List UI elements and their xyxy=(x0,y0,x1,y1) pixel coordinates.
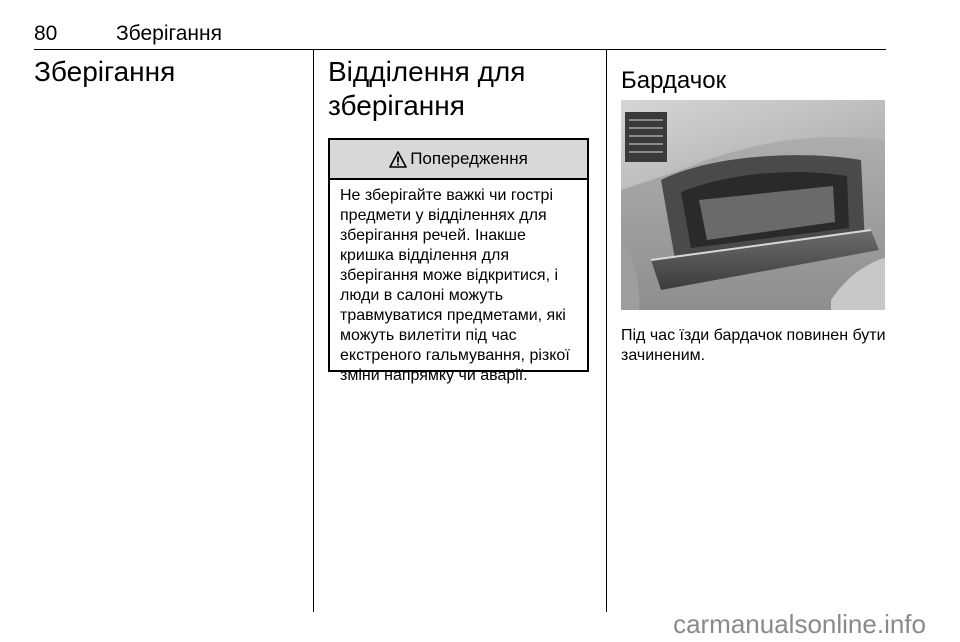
glovebox-photo xyxy=(621,100,885,310)
warning-box xyxy=(328,138,589,384)
header-rule xyxy=(34,49,886,50)
photo-caption: Під час їзди бардачок повинен бути зачиненим. xyxy=(621,327,886,364)
subsection-title: Відділення для зберігання xyxy=(328,56,526,121)
warning-header xyxy=(330,140,587,180)
warning-heading: Попередження xyxy=(410,149,528,168)
column-divider xyxy=(606,50,607,612)
page-number: 80 xyxy=(34,22,58,45)
section-title: Зберігання xyxy=(34,56,176,87)
column-divider xyxy=(313,50,314,612)
watermark: carmanualsonline.info xyxy=(673,609,926,639)
running-title: Зберігання xyxy=(116,22,222,45)
warning-triangle-icon xyxy=(389,151,407,168)
warning-text: Не зберігайте важкі чи гострі предмети у відділеннях для зберігання речей. Інакше кришка відділення для зберігання може відкритися, і люди в салоні можуть травмуватися предметами, які можуть вилетіти під час екстреного гальмування, різкої зміни напрямку чи аварії. xyxy=(340,187,570,384)
subsection-title: Бардачок xyxy=(621,67,727,94)
